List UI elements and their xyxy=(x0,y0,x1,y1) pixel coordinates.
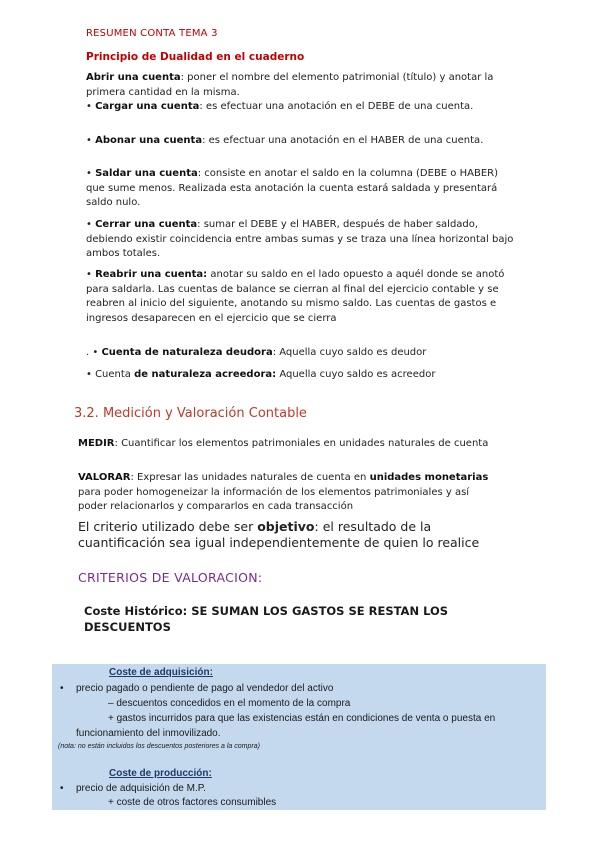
cost-definitions-image xyxy=(52,664,546,810)
criterios-heading: CRITERIOS DE VALORACION: xyxy=(78,570,263,585)
produccion-line-2: + coste de otros factores consumibles xyxy=(108,797,277,808)
adquisicion-line-1: precio pagado o pendiente de pago al vendedor del activo xyxy=(76,683,334,694)
definition-deudora: . • Cuenta de naturaleza deudora: Aquella cuyo saldo es deudor xyxy=(86,347,427,358)
criterio-objetivo: El criterio utilizado debe ser objetivo: el resultado de la cuantificación sea igual independientemente de quien lo realice xyxy=(78,519,480,550)
section-heading-3-2: 3.2. Medición y Valoración Contable xyxy=(74,406,307,421)
definition-saldar: • Saldar una cuenta: consiste en anotar el saldo en la columna (DEBE o HABER) que sume menos. Realizada esta anotación la cuenta estará saldada y presentará saldo nulo. xyxy=(86,168,498,208)
adquisicion-bullet: • xyxy=(60,683,64,694)
adquisicion-title: Coste de adquisición: xyxy=(109,667,213,678)
document-title: RESUMEN CONTA TEMA 3 xyxy=(86,28,218,39)
definition-medir: MEDIR: Cuantificar los elementos patrimoniales en unidades naturales de cuenta xyxy=(78,438,489,449)
adquisicion-line-4: funcionamiento del inmovilizado. xyxy=(76,728,221,739)
definition-cargar: • Cargar una cuenta: es efectuar una anotación en el DEBE de una cuenta. xyxy=(86,101,474,112)
adquisicion-line-2: – descuentos concedidos en el momento de la compra xyxy=(108,698,351,709)
coste-historico: Coste Histórico: SE SUMAN LOS GASTOS SE RESTAN LOS DESCUENTOS xyxy=(84,604,449,634)
produccion-line-1: precio de adquisición de M.P. xyxy=(76,783,206,794)
definition-reabrir: • Reabrir una cuenta: anotar su saldo en el lado opuesto a aquél donde se anotó para saldarla. Las cuentas de balance se cierran al final del ejercicio contable y se reabren al inicio del siguiente, anotando su mismo saldo. Las cuentas de gastos e ingresos desaparecen en el ejercicio que se cierra xyxy=(86,269,505,324)
produccion-bullet: • xyxy=(60,783,64,794)
produccion-title: Coste de producción: xyxy=(109,768,212,779)
adquisicion-note: (nota: no están incluidos los descuentos posteriores a la compra) xyxy=(58,743,260,750)
section-subheading: Principio de Dualidad en el cuaderno xyxy=(86,51,305,63)
definition-abrir: Abrir una cuenta: poner el nombre del elemento patrimonial (título) y anotar la primera cantidad en la misma. xyxy=(86,72,494,98)
definition-acreedora: • Cuenta de naturaleza acreedora: Aquella cuyo saldo es acreedor xyxy=(86,369,436,380)
definition-abonar: • Abonar una cuenta: es efectuar una anotación en el HABER de una cuenta. xyxy=(86,135,484,146)
definition-cerrar: • Cerrar una cuenta: sumar el DEBE y el HABER, después de haber saldado, debiendo existir coincidencia entre ambas sumas y se traza una línea horizontal bajo ambos totales. xyxy=(86,219,514,259)
definition-valorar: VALORAR: Expresar las unidades naturales de cuenta en unidades monetarias para poder homogeneizar la información de los elementos patrimoniales y así poder relacionarlos y compararlos en cada transacción xyxy=(78,472,489,512)
adquisicion-line-3: + gastos incurridos para que las existencias están en condiciones de venta o puesta en xyxy=(108,713,496,724)
